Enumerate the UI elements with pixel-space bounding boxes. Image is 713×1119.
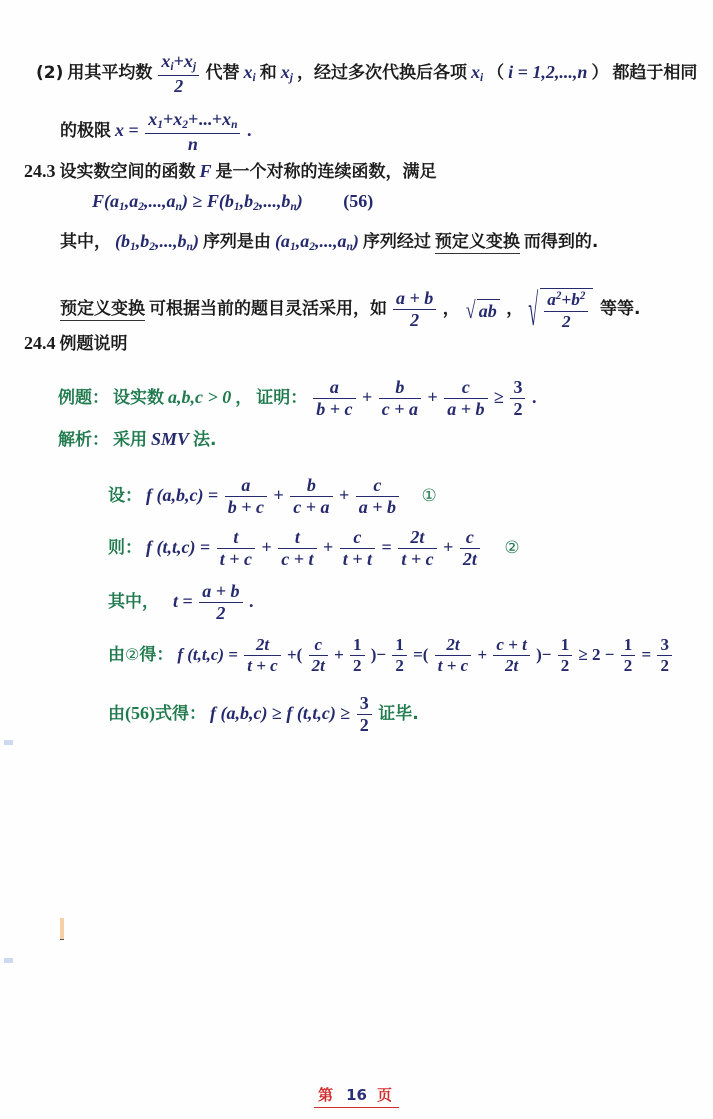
step-5-label-a: 由 <box>108 704 125 725</box>
s251-lagrangian-formula <box>60 867 62 887</box>
item-2-marker: (2) <box>36 63 64 84</box>
step-1-line <box>108 476 437 518</box>
note-b-sequence: $(b_1,b_2,...,b_n)$ <box>115 231 199 254</box>
section-24-3-text-a: 设实数空间的函数 <box>59 162 196 182</box>
step-3-label: 其中， <box>108 592 159 613</box>
step-1-formula: f (a,b,c) = $\frac{a}{b + c}$ + $\frac{b}{c + a}$ + $\frac{c}{a + b}$ <box>146 485 406 505</box>
step-5-label-b: 式得： <box>155 704 206 725</box>
note-text-e: 序列经过 <box>362 232 431 252</box>
item-2-fraction-avg: $\frac{x_i+x_j}{2}$ <box>156 62 205 82</box>
page-label-suffix: 页 <box>376 1086 395 1104</box>
paragraph-item-2-line-2 <box>60 110 251 154</box>
item-2-text-b: 代替 <box>205 63 240 84</box>
formula-56-expression: $F(a_1,a_2,...,a_n) \ge F(b_1,b_2,...,b_n)$ <box>92 191 303 214</box>
step-2-tag-circled-2: ② <box>504 538 520 559</box>
item-2-var-xj: $x_j$ <box>280 62 293 85</box>
section-24-3-text-b: 是一个对称的连续函数，满足 <box>215 162 437 182</box>
item-2-text-d: ，经过多次代换后各项 <box>296 63 467 84</box>
paragraph-item-2-line-1 <box>36 52 697 96</box>
predefined-transform-line <box>60 288 640 331</box>
section-24-4-title: 例题说明 <box>59 334 128 354</box>
lagrange-multiplier-term <box>60 918 64 940</box>
item-2-var-xi-2: $x_i$ <box>470 62 484 85</box>
item-2-text-c: 和 <box>259 63 277 84</box>
section-24-3-number: 24.3 <box>24 161 56 181</box>
transform-example-mean: $\frac{a + b}{2}$ <box>391 298 443 318</box>
section-24-4-number: 24.4 <box>24 333 56 353</box>
transform-example-geometric: √ ab <box>464 298 507 318</box>
item-2-limit-text: 的极限 <box>60 121 111 142</box>
section-24-3-heading <box>24 162 437 181</box>
lagrange-conclusion-line <box>60 920 64 937</box>
step-3-formula: t = $\frac{a + b}{2}$ . <box>173 581 254 624</box>
item-2-text-a: 用其平均数 <box>67 63 153 84</box>
example-label: 例题： <box>58 388 109 409</box>
page-footer <box>0 1084 713 1108</box>
transform-tail-text: 等等. <box>599 298 641 319</box>
step-2-label: 则： <box>108 538 142 559</box>
example-inequality: $\frac{a}{b + c}$ + $\frac{b}{c + a}$ + $\frac{c}{a + b}$ ≥ $\frac{3}{2}$ . <box>311 387 536 407</box>
step-5-formula: f (a,b,c) ≥ f (t,t,c) ≥ $\frac{3}{2}$ <box>210 703 378 723</box>
page-label-prefix: 第 <box>318 1086 337 1104</box>
step-2-formula: f (t,t,c) = $\frac{t}{t + c}$ + $\frac{t}{c + t}$ + $\frac{c}{t + t}$ = $\frac{2t}{t + c}$ + $\frac{c}{2t}$ <box>146 537 486 557</box>
note-a-sequence: $(a_1,a_2,...,a_n)$ <box>274 231 359 254</box>
analysis-line <box>58 430 217 449</box>
predefined-transform-term: 预定义变换 <box>60 298 145 319</box>
step-1-label: 设： <box>108 486 142 507</box>
section-24-4-heading <box>24 334 128 353</box>
example-text-a: 设实数 <box>113 388 164 409</box>
chapter-25-heading <box>4 740 13 745</box>
transform-comma-2: ， <box>506 298 524 319</box>
predefined-transform-text: 可根据当前的题目灵活采用，如 <box>149 298 387 319</box>
item-2-limit-formula: x = $\frac{x_1+x_2+...+x_n}{n}$ . <box>115 109 252 154</box>
step-5-qed: 证毕. <box>378 704 419 725</box>
step-4-formula: f (t,t,c) = $\frac{2t}{t + c}$ +( $\frac{c}{2t}$ + $\frac{1}{2}$ )− $\frac{1}{2}$ =( $\frac{2t}{t + c}$ + $\frac{c + t}{2t}$ )− $\frac{1}{2}$ ≥ 2 − $\frac{1}{2}$ = $\frac{3}{2}$ <box>177 645 674 664</box>
step-5-line <box>108 694 419 736</box>
note-prefix: 其中， <box>60 232 111 252</box>
analysis-method-name: SMV <box>151 429 190 449</box>
chapter-26-heading <box>4 958 13 963</box>
analysis-label: 解析： <box>58 430 109 450</box>
item-2-paren-open: （ <box>487 63 505 84</box>
example-problem-line <box>58 378 536 420</box>
analysis-text-a: 采用 <box>113 430 147 450</box>
section-25-1-line-3 <box>60 868 62 890</box>
item-2-index-expr: i = 1,2,...,n <box>508 62 588 83</box>
example-vars: a,b,c > 0 <box>168 387 232 408</box>
page-number-group <box>314 1084 399 1108</box>
step-1-tag-circled-1: ① <box>421 486 437 507</box>
item-2-var-xi: $x_i$ <box>243 62 256 85</box>
example-text-b: 证明： <box>256 388 308 409</box>
page-number: 16 <box>346 1086 367 1104</box>
step-4-line <box>108 636 674 676</box>
item-2-paren-close: ） <box>591 63 609 84</box>
transform-comma-1: ， <box>442 298 460 319</box>
section-24-3-note-line <box>60 232 598 254</box>
step-4-label-a: 由 <box>108 644 125 665</box>
analysis-text-b: 法. <box>193 430 217 450</box>
transform-example-quadratic: √ $\frac{a^2+b^2}{2}$ <box>527 298 600 318</box>
formula-56-tag: (56) <box>343 191 374 211</box>
step-5-ref-56: (56) <box>125 703 155 724</box>
note-text-c: 序列是由 <box>202 232 271 252</box>
step-3-line <box>108 582 254 624</box>
formula-56 <box>92 192 373 214</box>
section-24-3-var-F: F <box>199 161 212 181</box>
step-4-label-b: 得： <box>139 644 174 665</box>
step-4-ref-circled-2: ② <box>125 644 140 664</box>
note-text-f: 而得到的. <box>523 232 599 252</box>
note-underlined-term: 预定义变换 <box>434 232 520 252</box>
item-2-text-e: 都趋于相同 <box>612 63 698 84</box>
example-comma: ， <box>235 388 253 409</box>
step-2-line <box>108 528 520 570</box>
